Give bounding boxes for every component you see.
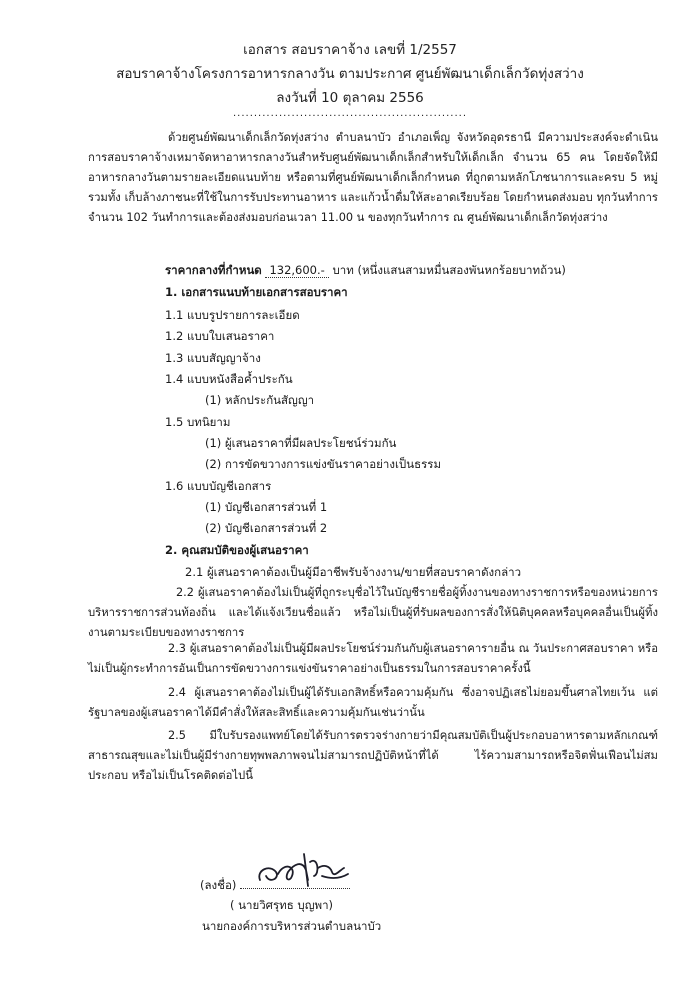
section-2-title: 2. คุณสมบัติของผู้เสนอราคา [165,543,309,557]
handwritten-signature [248,846,358,894]
price-label: ราคากลางที่กำหนด [165,263,262,277]
list-item: (1) หลักประกันสัญญา [205,393,315,407]
list-item: (2) บัญชีเอกสารส่วนที่ 2 [205,521,328,535]
list-item: 1.1 แบบรูปรายการละเอียด [165,308,300,322]
list-item: (2) การขัดขวางการแข่งขันราคาอย่างเป็นธรรม [205,457,442,471]
price-amount: 132,600.- [265,263,328,278]
doc-subject: สอบราคาจ้างโครงการอาหารกลางวัน ตามประกาศ ศูนย์พัฒนาเด็กเล็กวัดทุ่งสว่าง [116,66,584,82]
clause-2-4: 2.4 ผู้เสนอราคาต้องไม่เป็นผู้ได้รับเอกสิทธิ์หรือความคุ้มกัน ซึ่งอาจปฏิเสธไม่ยอมขึ้นศาลไทยเว้น แต่รัฐบาลของผู้เสนอราคาได้มีคำสั่งให้สละสิทธิ์และความคุ้มกันเช่นว่านั้น [88,686,658,719]
doc-date: ลงวันที่ 10 ตุลาคม 2556 [276,90,424,106]
list-item: (1) ผู้เสนอราคาที่มีผลประโยชน์ร่วมกัน [205,436,397,450]
clause-2-1: 2.1 ผู้เสนอราคาต้องเป็นผู้มีอาชีพรับจ้างงาน/ขายที่สอบราคาดังกล่าว [185,565,522,579]
price-words: (หนึ่งแสนสามหมื่นสองพันหกร้อยบาทถ้วน) [357,263,566,277]
reference-price [165,262,566,280]
header-divider: ........................................................ [232,108,467,119]
clause-2-3: 2.3 ผู้เสนอราคาต้องไม่เป็นผู้มีผลประโยชน์ร่วมกันกับผู้เสนอราคารายอื่น ณ วันประกาศสอบราคา หรือไม่เป็นผู้กระทำการอันเป็นการขัดขวางการแข่งขันราคาอย่างเป็นธรรมในการสอบราคาครั้งนี้ [88,642,658,675]
price-unit: บาท [332,263,354,277]
list-item: 1.6 แบบบัญชีเอกสาร [165,479,272,493]
section-1-title: 1. เอกสารแนบท้ายเอกสารสอบราคา [165,285,348,299]
list-item: 1.3 แบบสัญญาจ้าง [165,351,261,365]
clause-2-2: 2.2 ผู้เสนอราคาต้องไม่เป็นผู้ที่ถูกระบุชื่อไว้ในบัญชีรายชื่อผู้ทิ้งงานของทางราชการหรือของหน่วยการบริหารราชการส่วนท้องถิ่น และได้แจ้งเวียนชื่อแล้ว หรือไม่เป็นผู้ที่รับผลของการสั่งให้นิติบุคคลหรือบุคคลอื่นเป็นผู้ทิ้งงานตามระเบียบของทางราชการ [88,586,658,639]
signer-name: ( นายวิศรุทธ บุญพา) [230,898,334,912]
list-item: 1.4 แบบหนังสือค้ำประกัน [165,372,293,386]
list-item: 1.2 แบบใบเสนอราคา [165,329,275,343]
signer-position: นายกองค์การบริหารส่วนตำบลนาบัว [202,919,382,933]
list-item: (1) บัญชีเอกสารส่วนที่ 1 [205,500,328,514]
sign-label: (ลงชื่อ) [200,878,237,892]
list-item: 1.5 บทนิยาม [165,415,231,429]
doc-number: เอกสาร สอบราคาจ้าง เลขที่ 1/2557 [243,42,457,58]
intro-paragraph: ด้วยศูนย์พัฒนาเด็กเล็กวัดทุ่งสว่าง ตำบลนาบัว อำเภอเพ็ญ จังหวัดอุดรธานี มีความประสงค์จะดำเนินการสอบราคาจ้างเหมาจัดหาอาหารกลางวันสำหรับศูนย์พัฒนาเด็กเล็กสำหรับให้เด็กเล็ก จำนวน 65 คน โดยจัดให้มีอาหารกลางวันตามรายละเอียดแนบท้าย หรือตามที่ศูนย์พัฒนาเด็กเล็กกำหนด ที่ถูกตามหลักโภชนาการและครบ 5 หมู่ รวมทั้ง เก็บล้างภาชนะที่ใช้ในการรับประทานอาหาร และแก้วน้ำดื่มให้สะอาดเรียบร้อย โดยกำหนดส่งมอบ ทุกวันทำการ จำนวน 102 วันทำการและต้องส่งมอบก่อนเวลา 11.00 น ของทุกวันทำการ ณ ศูนย์พัฒนาเด็กเล็กวัดทุ่งสว่าง [88,131,658,224]
clause-2-5: 2.5 มีใบรับรองแพทย์โดยได้รับการตรวจร่างกายว่ามีคุณสมบัติเป็นผู้ประกอบอาหารตามหลักเกณฑ์สาธารณสุขและไม่เป็นผู้มีร่างกายทุพพลภาพจนไม่สามารถปฏิบัติหน้าที่ได้ ไร้ความสามารถหรือจิตฟั่นเฟือนไม่สมประกอบ หรือไม่เป็นโรคติดต่อไปนี้ [88,729,658,782]
